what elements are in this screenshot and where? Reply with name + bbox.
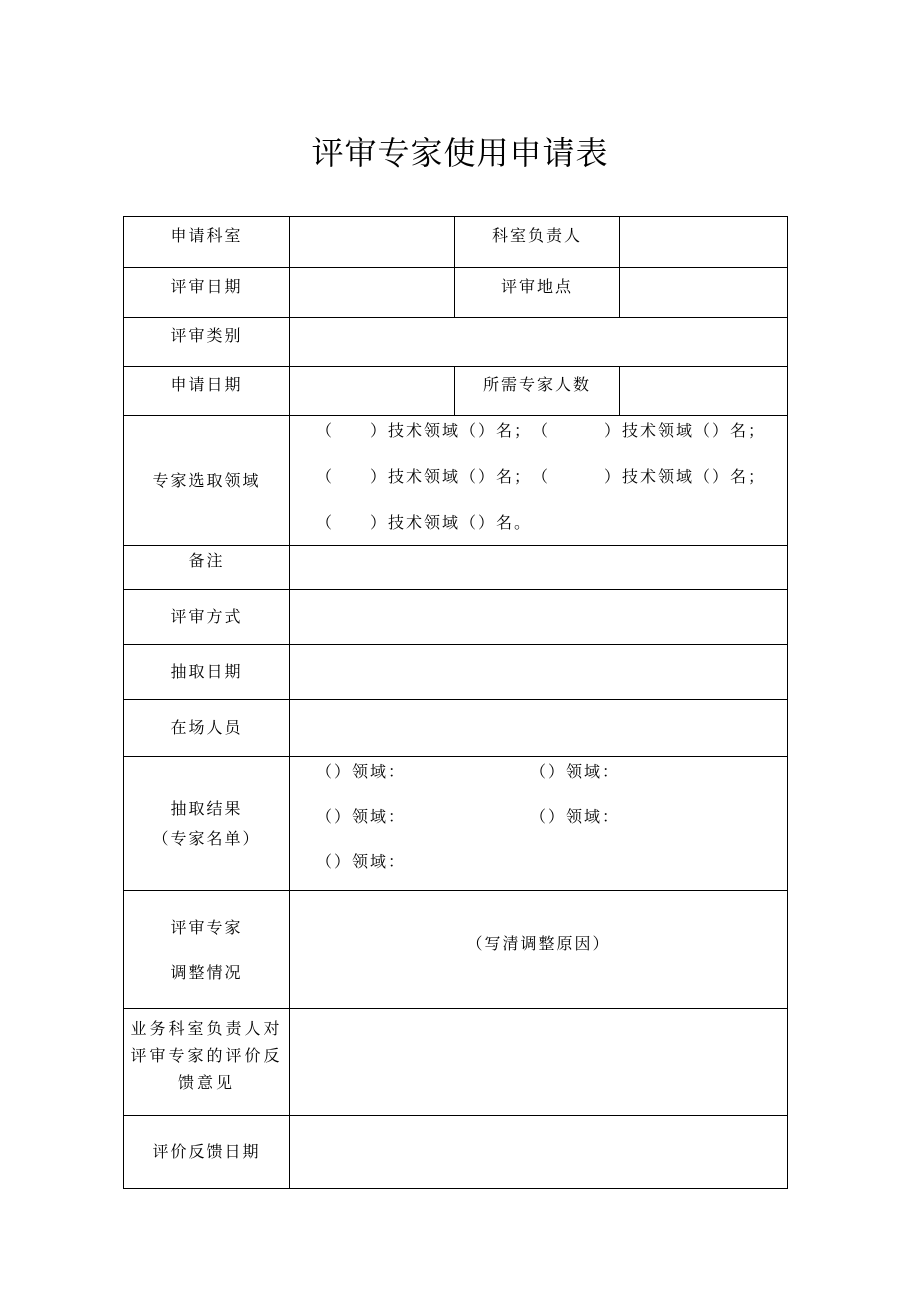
field-review-method[interactable] [290, 590, 788, 645]
label-review-date: 评审日期 [170, 276, 243, 296]
label-draw-result-line1: 抽取结果 [170, 798, 243, 818]
result-slot: （）领域： [530, 762, 621, 781]
row-feedback-date [124, 1116, 788, 1189]
expert-field-slot: （ ）技术领域（）名； [316, 420, 533, 440]
row-review-category [124, 318, 788, 367]
row-draw-result [124, 757, 788, 891]
label-dept-head: 科室负责人 [491, 226, 582, 245]
field-onsite-staff[interactable] [290, 700, 788, 757]
label-adjust-line2: 调整情况 [170, 962, 243, 982]
row-review-method [124, 590, 788, 645]
label-onsite-staff: 在场人员 [124, 700, 290, 757]
label-draw-result [124, 757, 290, 891]
row-apply-dept [124, 217, 788, 268]
page-title: 评审专家使用申请表 [311, 134, 609, 172]
label-feedback-line3: 馈意见 [177, 1073, 235, 1092]
result-slot: （）领域： [316, 852, 407, 871]
field-dept-head[interactable] [620, 217, 788, 268]
field-remarks[interactable] [290, 546, 788, 590]
row-remarks [124, 546, 788, 590]
field-draw-date[interactable] [290, 645, 788, 700]
field-draw-result[interactable] [290, 757, 788, 891]
expert-field-line [316, 465, 787, 511]
label-cell [124, 367, 290, 416]
label-cell [124, 217, 290, 268]
label-experts-needed: 所需专家人数 [482, 375, 591, 394]
label-cell [455, 217, 620, 268]
label-apply-date: 申请日期 [170, 375, 243, 394]
field-adjust[interactable] [290, 891, 788, 1009]
adjust-hint: （写清调整原因） [466, 933, 611, 953]
field-feedback-date[interactable] [290, 1116, 788, 1189]
result-line [290, 851, 787, 881]
field-review-category[interactable] [290, 318, 788, 367]
expert-field-slot: （ ）技术领域（）名； [532, 420, 767, 440]
field-experts-needed[interactable] [620, 367, 788, 416]
label-adjust [124, 891, 290, 1009]
row-adjust [124, 891, 788, 1009]
field-apply-date[interactable] [290, 367, 455, 416]
expert-field-slot: （ ）技术领域（）名； [532, 466, 767, 486]
label-draw-result-line2: （专家名单） [152, 828, 261, 848]
label-remarks: 备注 [124, 546, 290, 590]
label-feedback-line1: 业务科室负责人对 [130, 1019, 283, 1038]
result-slot: （）领域： [316, 807, 407, 826]
label-cell [455, 268, 620, 318]
field-feedback[interactable] [290, 1009, 788, 1116]
result-line [290, 761, 787, 806]
label-cell [455, 367, 620, 416]
result-line [290, 806, 787, 851]
label-review-method: 评审方式 [124, 590, 290, 645]
label-cell [124, 268, 290, 318]
row-onsite-staff [124, 700, 788, 757]
expert-field-line [316, 511, 787, 543]
row-draw-date [124, 645, 788, 700]
expert-field-line [316, 419, 787, 465]
label-feedback [124, 1009, 290, 1116]
field-review-date[interactable] [290, 268, 455, 318]
label-apply-dept: 申请科室 [170, 226, 243, 245]
label-cell [124, 318, 290, 367]
expert-field-slot: （ ）技术领域（）名。 [316, 512, 533, 532]
application-form-table [123, 216, 788, 1189]
result-slot: （）领域： [530, 807, 621, 826]
expert-field-slot: （ ）技术领域（）名； [316, 466, 533, 486]
label-expert-fields: 专家选取领域 [124, 416, 290, 546]
row-feedback [124, 1009, 788, 1116]
label-feedback-date: 评价反馈日期 [124, 1116, 290, 1189]
result-slot: （）领域： [316, 762, 407, 781]
label-adjust-line1: 评审专家 [170, 917, 243, 937]
label-review-place: 评审地点 [500, 276, 573, 296]
label-draw-date: 抽取日期 [124, 645, 290, 700]
label-feedback-line2: 评审专家的评价反 [130, 1046, 283, 1065]
row-apply-date [124, 367, 788, 416]
label-review-category: 评审类别 [170, 326, 243, 345]
field-apply-dept[interactable] [290, 217, 455, 268]
row-expert-fields [124, 416, 788, 546]
field-review-place[interactable] [620, 268, 788, 318]
row-review-date [124, 268, 788, 318]
field-expert-fields[interactable] [290, 416, 788, 546]
